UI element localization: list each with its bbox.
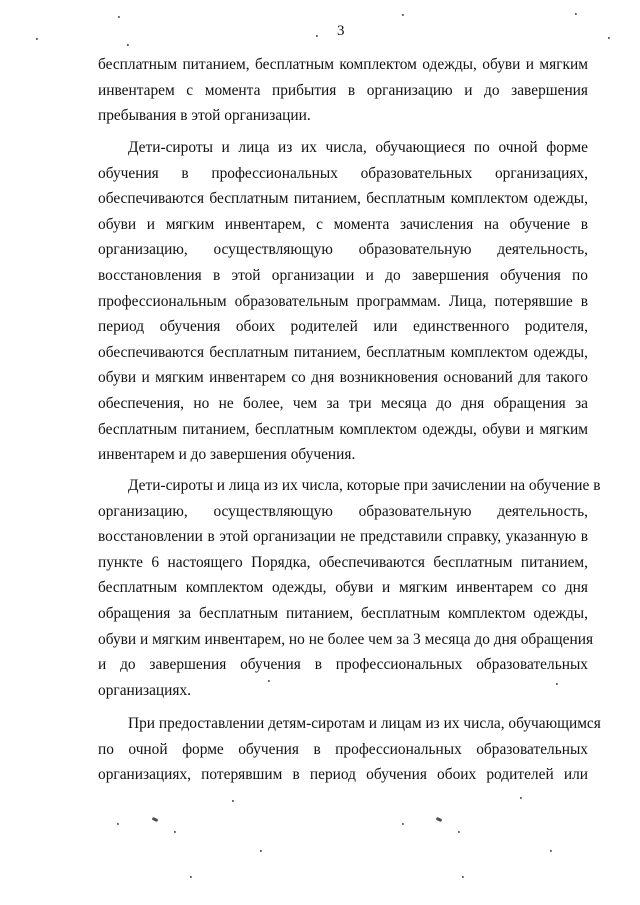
text-line: бесплатным питанием, бесплатным комплектом одежды, обуви и мягким xyxy=(98,56,588,73)
paragraph-3 xyxy=(98,473,601,703)
scan-speck xyxy=(436,817,443,822)
text-line: инвентарем и до завершения обучения. xyxy=(98,446,356,464)
scan-speck xyxy=(190,876,192,878)
text-line: Дети-сироты и лица из их числа, обучающиеся по очной форме xyxy=(128,139,588,156)
paragraph-4 xyxy=(98,711,601,788)
scan-speck xyxy=(520,797,522,799)
scan-speck xyxy=(575,13,577,15)
text-line: восстановления в этой организации и до завершения обучения по xyxy=(98,266,588,284)
text-line: При предоставлении детям-сиротам и лицам из их числа, обучающимся xyxy=(128,715,601,732)
text-line: пункте 6 настоящего Порядка, обеспечиваются бесплатным питанием, xyxy=(98,553,588,571)
text-line: по очной форме обучения в профессиональных образовательных xyxy=(98,740,588,758)
text-line: обуви и мягким инвентарем, но не более чем за 3 месяца до дня обращения xyxy=(98,630,594,648)
scan-speck xyxy=(260,850,262,852)
text-line: и до завершения обучения в профессиональных образовательных xyxy=(98,656,588,674)
text-line: обуви и мягким инвентарем, с момента зачисления на обучение в xyxy=(98,215,588,233)
scan-speck xyxy=(232,800,234,802)
scan-speck xyxy=(458,831,460,833)
text-line: восстановлении в этой организации не представили справку, указанную в xyxy=(98,528,588,546)
scan-speck xyxy=(118,16,120,18)
text-line: профессиональным образовательным программам. Лица, потерявшие в xyxy=(98,292,588,310)
text-line: бесплатным комплектом одежды, обуви и мягким инвентарем со дня xyxy=(98,579,588,597)
text-line: период обучения обоих родителей или единственного родителя, xyxy=(98,318,588,336)
text-line: организацию, осуществляющую образовательную деятельность, xyxy=(98,241,588,259)
scan-speck xyxy=(127,44,129,46)
scan-speck xyxy=(36,38,38,40)
text-line: организациях, потерявшим в период обучения обоих родителей или xyxy=(98,766,588,784)
text-line: обращения за бесплатным питанием, бесплатным комплектом одежды, xyxy=(98,604,588,622)
scan-speck xyxy=(152,817,159,822)
scan-speck xyxy=(117,823,119,825)
scan-speck xyxy=(462,876,464,878)
text-line: обеспечиваются бесплатным питанием, бесплатным комплектом одежды, xyxy=(98,343,588,361)
paragraph-2 xyxy=(98,135,588,468)
page-number: 3 xyxy=(337,23,345,39)
paragraph-1 xyxy=(98,52,588,129)
text-line: организацию, осуществляющую образовательную деятельность, xyxy=(98,502,588,520)
text-line: обучения в профессиональных образовательных организациях, xyxy=(98,164,588,182)
text-line: бесплатным питанием, бесплатным комплектом одежды, обуви и мягким xyxy=(98,420,588,438)
text-line: обуви и мягким инвентарем со дня возникновения оснований для такого xyxy=(98,369,588,387)
scan-speck xyxy=(550,850,552,852)
scan-speck xyxy=(608,37,610,39)
text-line: обеспечиваются бесплатным питанием, бесплатным комплектом одежды, xyxy=(98,190,588,208)
text-line: организациях. xyxy=(98,681,192,699)
text-line: пребывания в этой организации. xyxy=(98,107,311,125)
scan-speck xyxy=(174,831,176,833)
text-line: обеспечения, но не более, чем за три месяца до дня обращения за xyxy=(98,394,588,412)
text-line: инвентарем с момента прибытия в организацию и до завершения xyxy=(98,81,588,99)
scan-speck xyxy=(402,14,404,16)
scan-speck xyxy=(402,823,404,825)
scan-speck xyxy=(316,35,318,37)
text-line: Дети-сироты и лица из их числа, которые при зачислении на обучение в xyxy=(128,477,601,494)
